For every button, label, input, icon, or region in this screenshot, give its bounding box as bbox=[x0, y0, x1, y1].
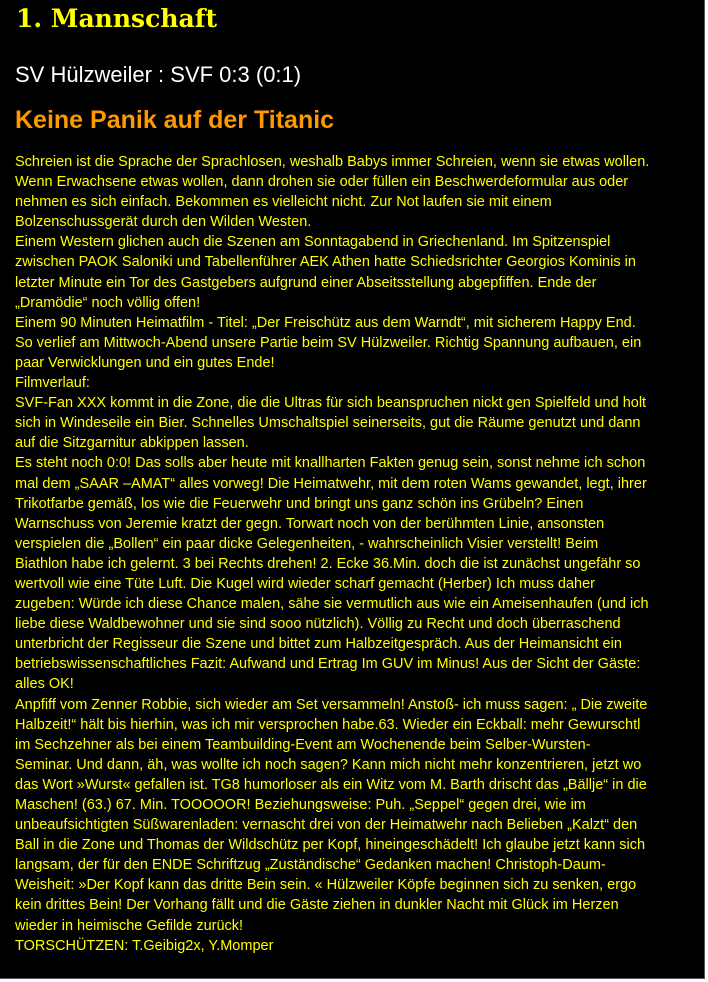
article-line: langsam, der für den ENDE Schriftzug „Zuständische“ Gedanken machen! Christoph-Daum- bbox=[15, 857, 606, 874]
article-line: nehmen es sich einfach. Bekommen es vielleicht nicht. Zur Not laufen sie mit einem bbox=[15, 194, 552, 211]
article-line: „Dramödie“ noch völlig offen! bbox=[15, 294, 201, 311]
article-line: kein drittes Bein! Der Vorhang fällt und die Gäste ziehen in dunkler Nacht mit Glück im Herzen bbox=[15, 897, 619, 914]
article-line: wieder in heimische Gefilde zurück! bbox=[15, 917, 244, 934]
article-line: Schreien ist die Sprache der Sprachlosen, weshalb Babys immer Schreien, wenn sie etwas wollen. bbox=[15, 154, 650, 170]
article-line: im Sechzehner als bei einem Teambuilding-Event am Wochenende beim Selber-Wursten- bbox=[15, 736, 591, 753]
article-line: letzter Minute ein Tor des Gastgebers aufgrund einer Abseitsstellung abgepfiffen. Ende der bbox=[15, 274, 597, 291]
goal-scorers: TORSCHÜTZEN: T.Geibig2x, Y.Momper bbox=[15, 937, 274, 954]
article-line: Weisheit: »Der Kopf kann das dritte Bein sein. « Hülzweiler Köpfe beginnen sich zu senken, ergo bbox=[15, 877, 637, 894]
article-line: Biathlon habe ich gelernt. 3 bei Rechts drehen! 2. Ecke 36.Min. doch die ist zunächst ungefähr so bbox=[15, 555, 641, 572]
article-line: SVF-Fan XXX kommt in die Zone, die die Ultras für sich beanspruchen nickt gen Spielfeld und holt bbox=[15, 395, 647, 412]
article-line: das Wort »Wurst« gefallen ist. TG8 humorloser als ein Witz vom M. Barth drischt das „Bällje“ in die bbox=[15, 776, 647, 793]
article-line: auf die Sitzgarnitur abkippen lassen. bbox=[15, 435, 249, 452]
article-line: betriebswissenschaftliches Fazit: Aufwand und Ertrag Im GUV im Minus! Aus der Sicht der Gäste: bbox=[15, 656, 641, 673]
article-line: So verlief am Mittwoch-Abend unsere Partie beim SV Hülzweiler. Richtig Spannung aufbauen, ein bbox=[15, 334, 642, 351]
article-line: zugeben: Würde ich diese Chance malen, sähe sie vermutlich aus wie ein Ameisenhaufen (und ich bbox=[15, 596, 649, 613]
article-line: Es steht noch 0:0! Das solls aber heute mit knallharten Fakten genug sein, sonst nehme ich schon bbox=[15, 455, 646, 472]
team-title: 1. Mannschaft bbox=[16, 4, 218, 33]
article-headline: Keine Panik auf der Titanic bbox=[15, 106, 335, 134]
article-line: verspielen die „Bollen“ ein paar dicke Gelegenheiten, - wahrscheinlich Visier verstellt! Beim bbox=[15, 535, 599, 552]
article-line: Einem 90 Minuten Heimatfilm - Titel: „Der Freischütz aus dem Warndt“, mit sicherem Happy End. bbox=[15, 314, 636, 331]
article-line: Seminar. Und dann, äh, was wollte ich noch sagen? Kann mich nicht mehr konzentrieren, jetzt wo bbox=[15, 756, 642, 773]
article-line: Wenn Erwachsene etwas wollen, dann drohen sie oder füllen ein Beschwerdeformular aus oder bbox=[15, 174, 629, 191]
article-line: unterbricht der Regisseur die Szene und bittet zum Halbzeitgespräch. Aus der Heimansicht ein bbox=[15, 636, 622, 653]
article-line: liebe diese Waldbewohner und sie sind sooo nützlich). Völlig zu Recht und doch überraschend bbox=[15, 616, 621, 633]
article-line: Einem Western glichen auch die Szenen am Sonntagabend in Griechenland. Im Spitzenspiel bbox=[15, 234, 611, 251]
article-body bbox=[15, 152, 700, 956]
article-line: Warnschuss von Jeremie kratzt der gegn. Torwart noch von der berühmten Linie, ansonsten bbox=[15, 515, 605, 532]
article-line: mal dem „SAAR –AMAT“ alles vorweg! Die Heimatwehr, mit dem roten Wams gewandet, legt, ihrer bbox=[15, 475, 647, 492]
article-line: Bolzenschussgerät durch den Wilden Westen. bbox=[15, 214, 312, 231]
article-line: Maschen! (63.) 67. Min. TOOOOOR! Beziehungsweise: Puh. „Seppel“ gegen drei, wie im bbox=[15, 797, 586, 813]
match-result: SV Hülzweiler : SVF 0:3 (0:1) bbox=[15, 62, 302, 87]
article-line: wertvoll wie eine Tüte Luft. Die Kugel wird wieder scharf gemacht (Herber) Ich muss daher bbox=[15, 575, 595, 592]
article-line: zwischen PAOK Saloniki und Tabellenführer AEK Athen hatte Schiedsrichter Georgios Kominis in bbox=[15, 254, 636, 271]
article-line: paar Verwicklungen und ein gutes Ende! bbox=[15, 354, 275, 371]
article-line: Trikotfarbe gemäß, los wie die Feuerwehr und bringt uns ganz schön ins Grübeln? Einen bbox=[15, 495, 584, 512]
article-line: sich in Windeseile ein Bier. Schnelles Umschaltspiel seinerseits, gut die Räume genutzt und dann bbox=[15, 415, 641, 432]
article-line: Filmverlauf: bbox=[15, 375, 90, 392]
article-line: alles OK! bbox=[15, 676, 74, 693]
article-line: Ball in die Zone und Thomas der Wildschütz per Kopf, hineingeschädelt! Ich glaube jetzt kann sich bbox=[15, 837, 646, 854]
article-line: unbeaufsichtigten Süßwarenladen: vernascht drei von der Heimatwehr nach Belieben „Kalzt“ den bbox=[15, 817, 638, 834]
article-line: Halbzeit!“ hält bis hierhin, was ich mir versprochen habe.63. Wieder ein Eckball: mehr Gewurschtl bbox=[15, 716, 641, 733]
article-line: Anpfiff vom Zenner Robbie, sich wieder am Set versammeln! Anstoß- ich muss sagen: „ Die zweite bbox=[15, 696, 648, 713]
